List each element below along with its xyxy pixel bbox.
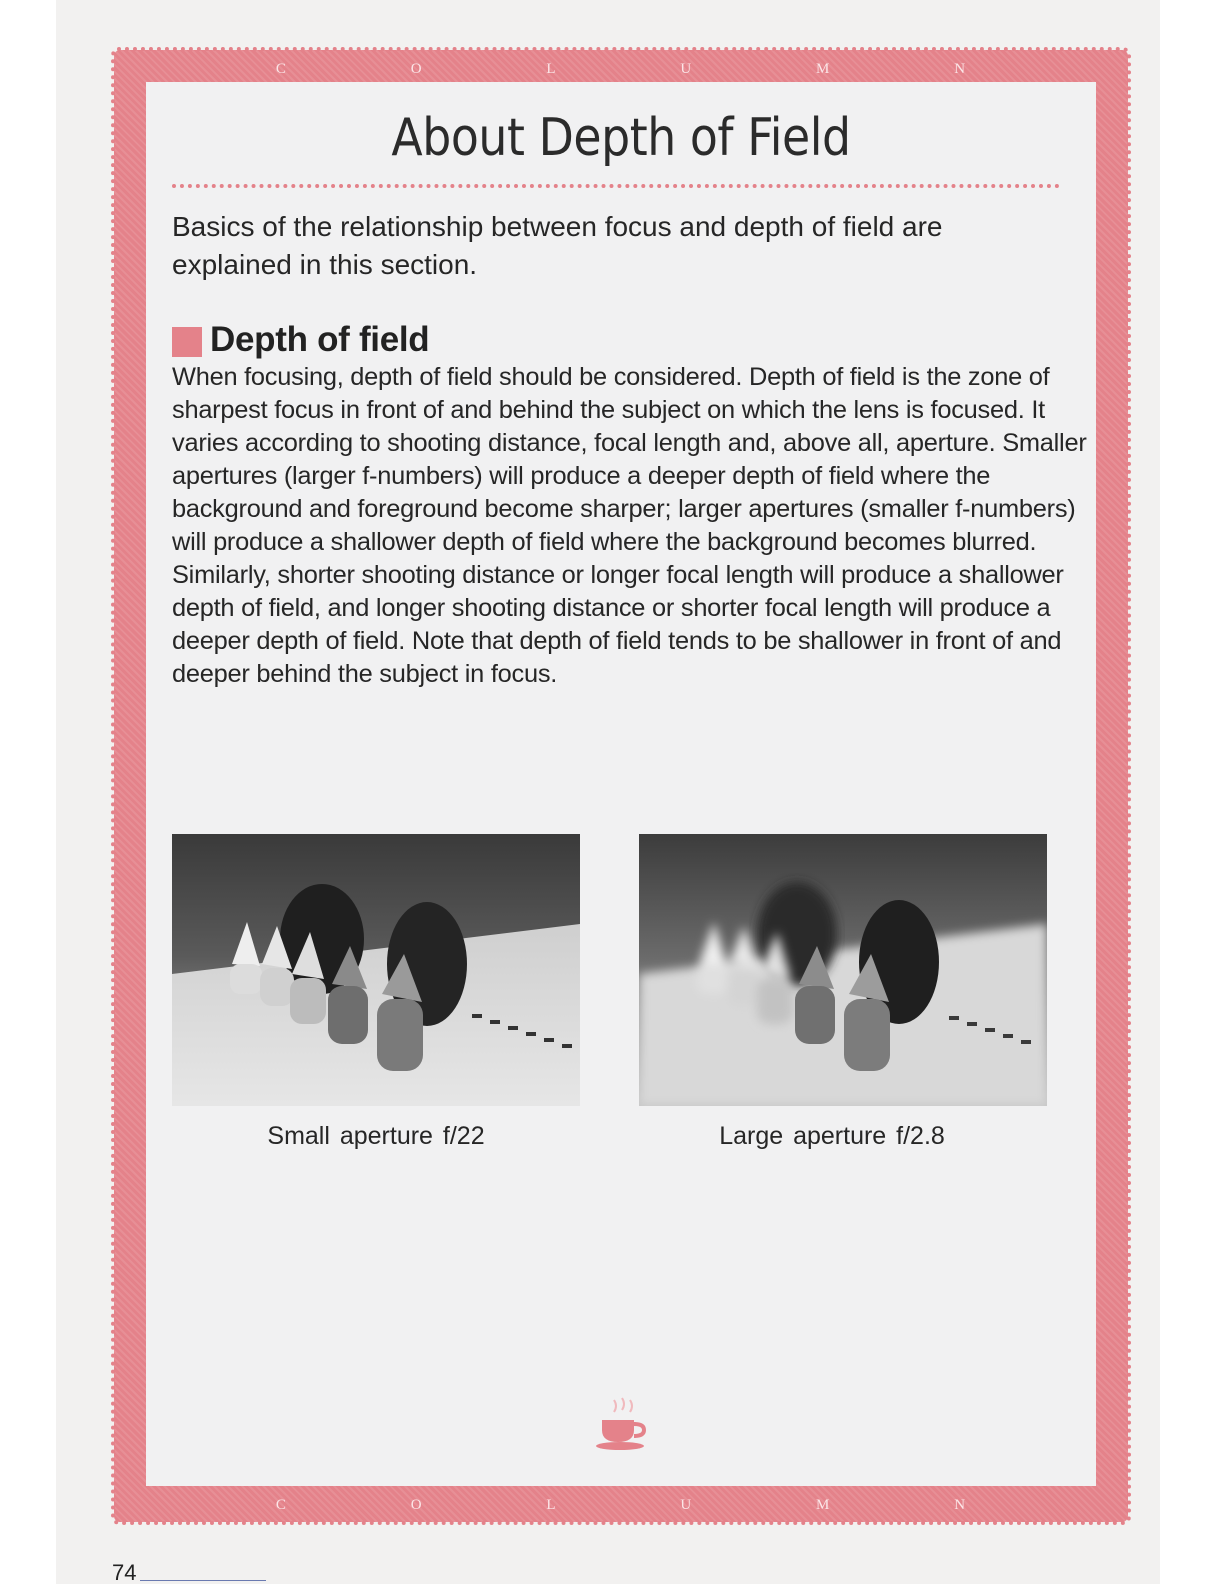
banner-letter: L (546, 60, 557, 77)
section-body: When focusing, depth of field should be considered. Depth of field is the zone of sharpest focus in front of and behind the subject on which the lens is focused. It varies according to shooting distance, focal length and, above all, aperture. Smaller apertures (larger f-numbers) will produce a deeper depth of field where the background and foreground become sharper; larger apertures (smaller f-numbers) will produce a shallower depth of field where the background becomes blurred. Similarly, shorter shooting distance or longer focal length will produce a shallower depth of field, and longer shooting distance or shorter focal length will produce a deeper depth of field. Note that depth of field tends to be shallower in front of and deeper behind the subject in focus. (172, 363, 1087, 688)
intro-paragraph: Basics of the relationship between focus and depth of field are explained in this section. (172, 211, 943, 280)
photo-large-aperture (639, 834, 1047, 1106)
banner-letter: C (275, 60, 287, 77)
photo-small-aperture (172, 834, 580, 1106)
banner-letter: N (954, 1496, 967, 1513)
section-heading (172, 318, 429, 362)
caption-small-aperture: Small aperture f/22 (267, 1122, 485, 1150)
banner-letter: M (816, 1496, 831, 1513)
banner-letter: M (816, 60, 831, 77)
column-banner-top (114, 54, 1128, 84)
page-number: 74 (112, 1560, 137, 1585)
section-heading-text: Depth of field (210, 320, 430, 359)
banner-letter: O (410, 1496, 423, 1513)
page-number-rule (140, 1580, 266, 1581)
column-banner-bottom (114, 1490, 1128, 1520)
caption-large-aperture: Large aperture f/2.8 (719, 1122, 945, 1150)
coffee-cup-icon (594, 1396, 648, 1452)
banner-letter: O (410, 60, 423, 77)
page-title: About Depth of Field (391, 108, 851, 168)
title-divider (172, 184, 1060, 188)
banner-letter: U (680, 60, 693, 77)
banner-letter: U (680, 1496, 693, 1513)
square-bullet-icon (172, 327, 202, 357)
banner-letter: L (546, 1496, 557, 1513)
banner-letter: N (954, 60, 967, 77)
banner-letter: C (275, 1496, 287, 1513)
column-panel (146, 82, 1096, 1486)
